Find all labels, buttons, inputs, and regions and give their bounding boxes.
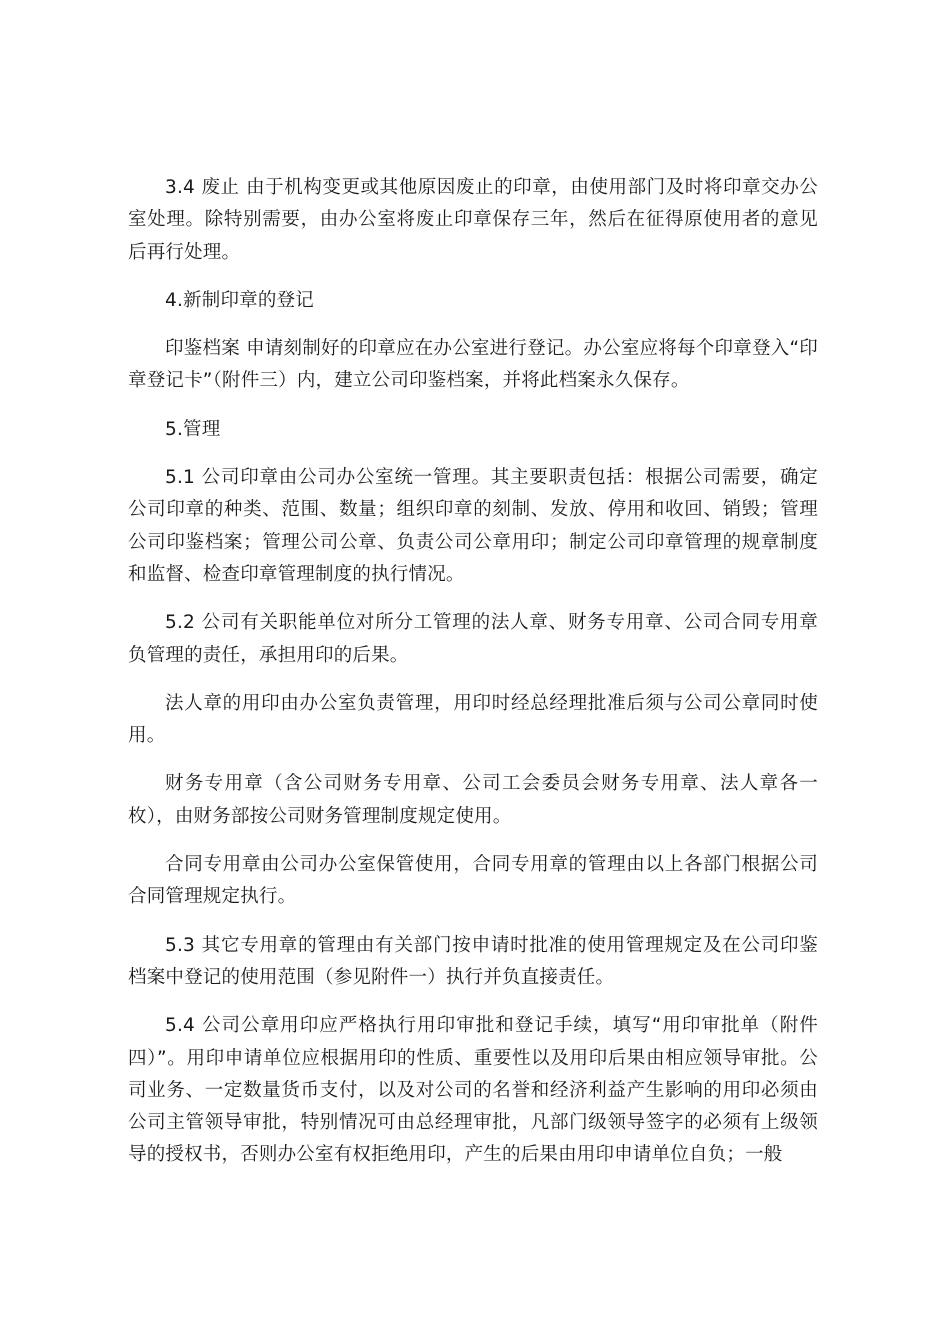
paragraph-3-4-abolish: 3.4 废止 由于机构变更或其他原因废止的印章，由使用部门及时将印章交办公室处理。除特别需要，由办公室将废止印章保存三年，然后在征得原使用者的意见后再行处理。 [128,177,818,263]
heading-5-management: 5.管理 [165,418,221,440]
paragraph-seal-archive: 印鉴档案 申请刻制好的印章应在办公室进行登记。办公室应将每个印章登入“印章登记卡”（附件三）内，建立公司印鉴档案，并将此档案永久保存。 [128,338,818,392]
paragraph-contract-seal: 合同专用章由公司办公室保管使用，合同专用章的管理由以上各部门根据公司合同管理规定执行。 [128,854,818,908]
paragraph-5-4: 5.4 公司公章用印应严格执行用印审批和登记手续，填写“用印审批单（附件四）”。用印申请单位应根据用印的性质、重要性以及用印后果由相应领导审批。公司业务、一定数量货币支付，以及对公司的名誉和经济利益产生影响的用印必须由公司主管领导审批，特别情况可由总经理审批，凡部门级领导签字的必须有上级领导的授权书，否则办公室有权拒绝用印，产生的后果由用印申请单位自负；一般 [128,1015,818,1166]
paragraph-finance-seal: 财务专用章（含公司财务专用章、公司工会委员会财务专用章、法人章各一枚），由财务部按公司财务管理制度规定使用。 [128,773,818,827]
paragraph-5-3: 5.3 其它专用章的管理由有关部门按申请时批准的使用管理规定及在公司印鉴档案中登记的使用范围（参见附件一）执行并负直接责任。 [128,934,818,988]
heading-4-new-seal-registration: 4.新制印章的登记 [165,289,314,311]
paragraph-5-2: 5.2 公司有关职能单位对所分工管理的法人章、财务专用章、公司合同专用章负管理的责任，承担用印的后果。 [128,612,818,666]
paragraph-5-1: 5.1 公司印章由公司办公室统一管理。其主要职责包括：根据公司需要，确定公司印章的种类、范围、数量；组织印章的刻制、发放、停用和收回、销毁；管理公司印鉴档案；管理公司公章、负责公司公章用印；制定公司印章管理的规章制度和监督、检查印章管理制度的执行情况。 [128,467,818,585]
document-body [128,172,818,1188]
paragraph-legal-person-seal: 法人章的用印由办公室负责管理，用印时经总经理批准后须与公司公章同时使用。 [128,692,818,747]
